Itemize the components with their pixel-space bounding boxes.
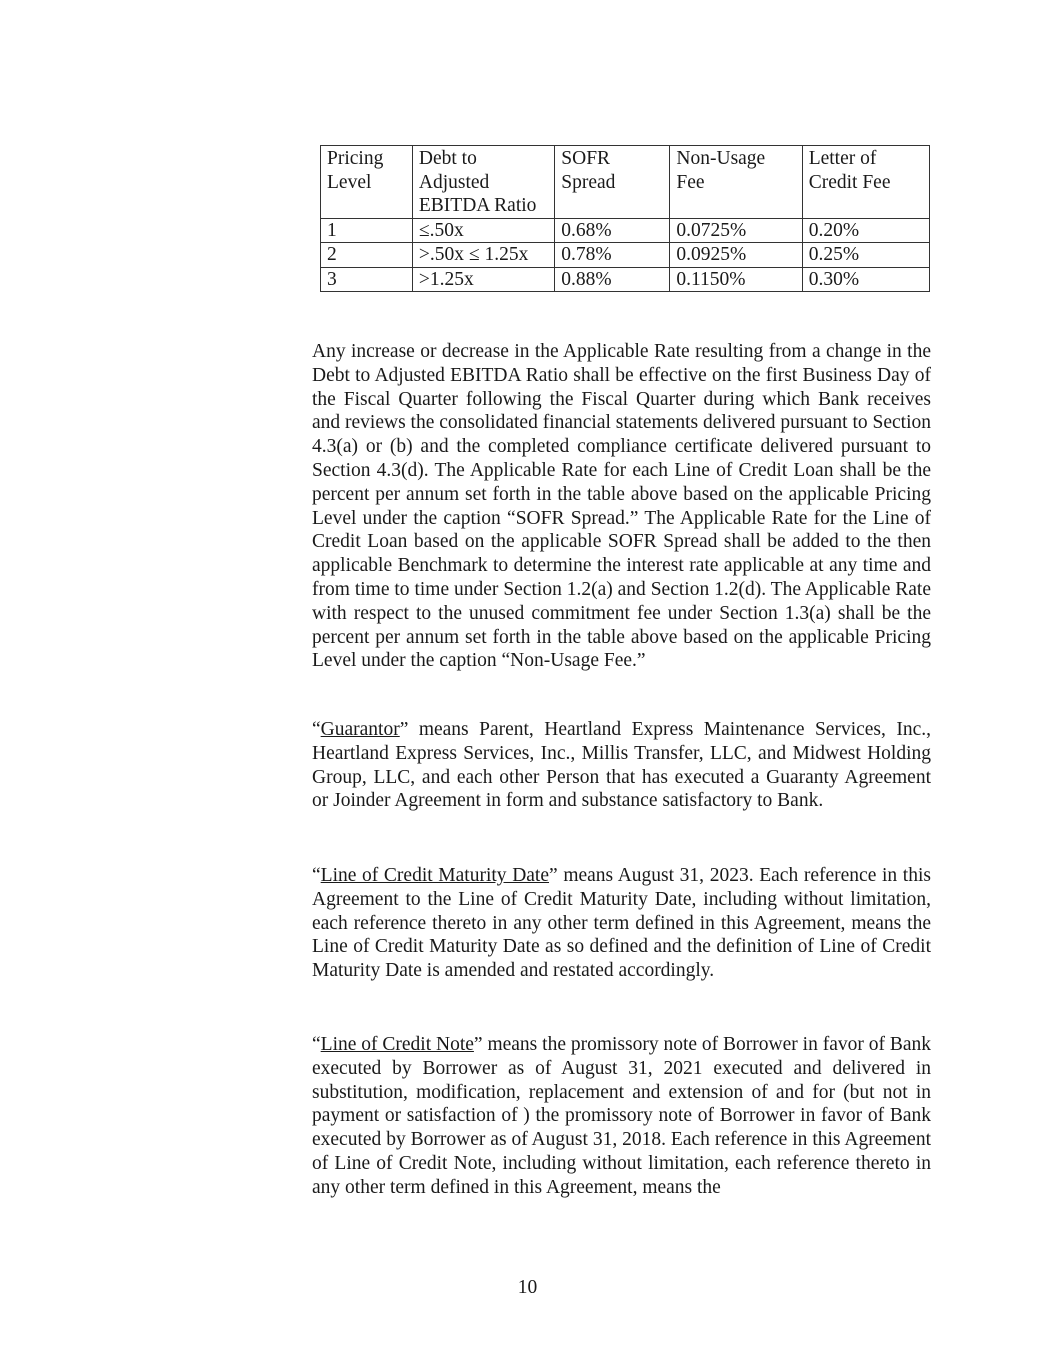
paragraph-text: Any increase or decrease in the Applicable Rate resulting from a change in the Debt to Adjusted EBITDA Ratio shall be effective on the first Business Day of the Fiscal Quarter following the Fiscal Quarter during which Bank receives and reviews the consolidated financial statements delivered pursuant to Section 4.3(a) or (b) and the completed compliance certificate delivered pursuant to Section 4.3(d). The Applicable Rate for each Line of Credit Loan shall be the percent per annum set forth in the table above based on the applicable Pricing Level under the caption “SOFR Spread.” The Applicable Rate for the Line of Credit Loan based on the applicable SOFR Spread shall be added to the then applicable Benchmark to determine the interest rate applicable at any time and from time to time under Section 1.2(a) and Section 1.2(d). The Applicable Rate with respect to the unused commitment fee under Section 1.3(a) shall be the percent per annum set forth in the table above based on the applicable Pricing Level under the caption “Non-Usage Fee.” bbox=[312, 341, 931, 672]
cell-loc-fee: 0.20% bbox=[802, 218, 929, 243]
cell-non-usage: 0.0925% bbox=[670, 243, 802, 268]
definition-text: ” means August 31, 2023. Each reference in this Agreement to the Line of Credit Maturity Date, including without limitation, each reference thereto in any other term defined in this Agreement, means the Line of Credit Maturity Date as so defined and the definition of Line of Credit Maturity Date is amended and restated accordingly. bbox=[312, 865, 931, 982]
cell-loc-fee: 0.25% bbox=[802, 243, 929, 268]
credit-note-definition bbox=[312, 1033, 931, 1200]
table-row bbox=[321, 267, 930, 292]
cell-ratio: ≤.50x bbox=[412, 218, 554, 243]
cell-sofr: 0.88% bbox=[555, 267, 670, 292]
header-letter-of-credit-fee: Letter of Credit Fee bbox=[802, 146, 929, 219]
guarantor-definition bbox=[312, 718, 931, 813]
cell-level: 2 bbox=[321, 243, 413, 268]
cell-non-usage: 0.1150% bbox=[670, 267, 802, 292]
paragraph-text bbox=[312, 718, 931, 813]
header-non-usage-fee: Non-Usage Fee bbox=[670, 146, 802, 219]
maturity-date-definition bbox=[312, 864, 931, 983]
header-sofr-spread: SOFR Spread bbox=[555, 146, 670, 219]
cell-loc-fee: 0.30% bbox=[802, 267, 929, 292]
cell-ratio: >.50x ≤ 1.25x bbox=[412, 243, 554, 268]
defined-term: Line of Credit Note bbox=[320, 1034, 474, 1055]
cell-sofr: 0.78% bbox=[555, 243, 670, 268]
cell-level: 1 bbox=[321, 218, 413, 243]
table-row bbox=[321, 218, 930, 243]
paragraph-text bbox=[312, 1033, 931, 1200]
cell-sofr: 0.68% bbox=[555, 218, 670, 243]
cell-non-usage: 0.0725% bbox=[670, 218, 802, 243]
pricing-table bbox=[320, 145, 930, 292]
defined-term: Guarantor bbox=[320, 719, 400, 740]
open-quote: “ bbox=[312, 865, 321, 886]
header-debt-ratio: Debt to Adjusted EBITDA Ratio bbox=[412, 146, 554, 219]
cell-ratio: >1.25x bbox=[412, 267, 554, 292]
table-row bbox=[321, 243, 930, 268]
paragraph-text bbox=[312, 864, 931, 983]
open-quote: “ bbox=[312, 1034, 321, 1055]
page-number: 10 bbox=[517, 1277, 538, 1298]
definition-text: ” means Parent, Heartland Express Maintenance Services, Inc., Heartland Express Services, Inc., Millis Transfer, LLC, and Midwest Holding Group, LLC, and each other Person that has executed a Guaranty Agreement or Joinder Agreement in form and substance satisfactory to Bank. bbox=[312, 719, 931, 812]
cell-level: 3 bbox=[321, 267, 413, 292]
applicable-rate-paragraph bbox=[312, 340, 931, 673]
table-header-row bbox=[321, 146, 930, 219]
header-pricing-level: Pricing Level bbox=[321, 146, 413, 219]
open-quote: “ bbox=[312, 719, 321, 740]
definition-text: ” means the promissory note of Borrower in favor of Bank executed by Borrower as of August 31, 2021 executed and delivered in substitution, modification, replacement and extension of and for (but not in payment or satisfaction of ) the promissory note of Borrower in favor of Bank executed by Borrower as of August 31, 2018. Each reference in this Agreement of Line of Credit Note, including without limitation, each reference thereto in any other term defined in this Agreement, means the bbox=[312, 1034, 931, 1198]
defined-term: Line of Credit Maturity Date bbox=[320, 865, 550, 886]
